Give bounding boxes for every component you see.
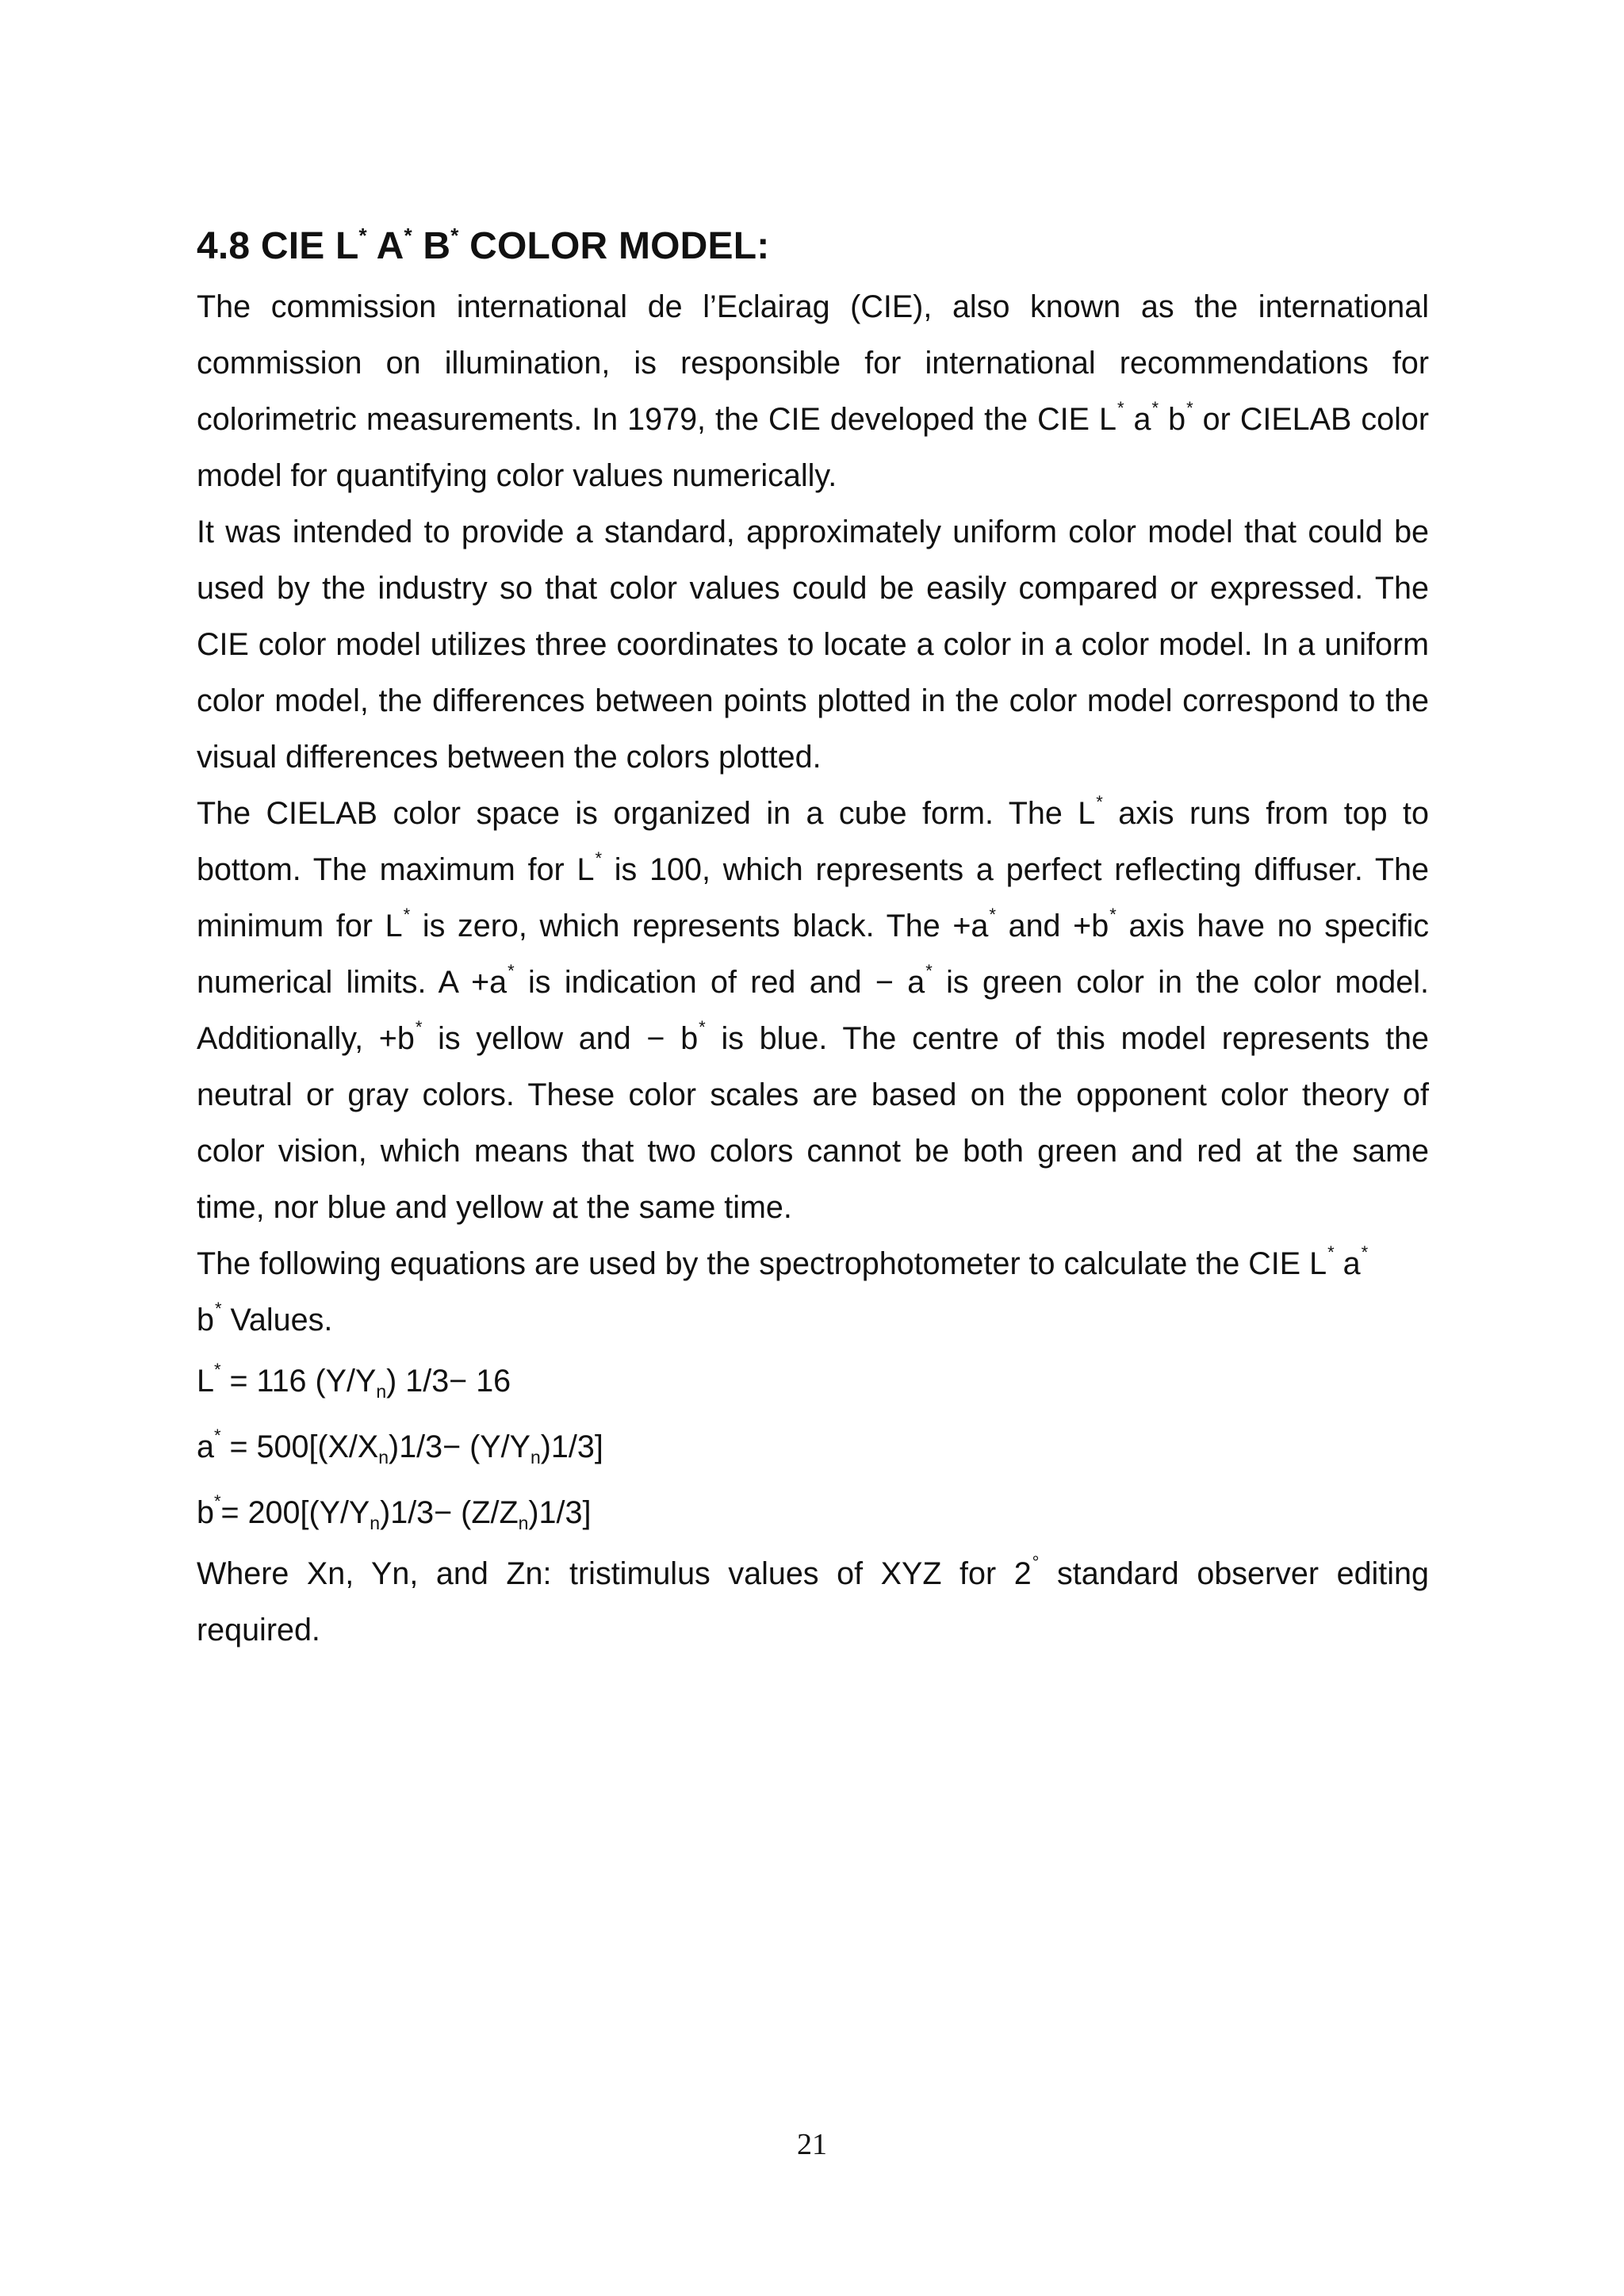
superscript-star: * — [1109, 904, 1116, 924]
paragraph-text: b — [197, 1302, 214, 1337]
equation-text: )1/3] — [528, 1494, 592, 1530]
paragraph-text: is indication of red and − a — [514, 964, 925, 1000]
superscript-star: * — [214, 1298, 222, 1318]
superscript-star: * — [989, 904, 996, 924]
superscript-star: * — [404, 224, 412, 247]
superscript-star: * — [213, 1359, 221, 1380]
document-body — [197, 224, 1429, 1659]
paragraph-text: is zero, which represents black. The +a — [410, 908, 989, 943]
paragraph-text: Values. — [221, 1302, 333, 1337]
superscript-star: * — [925, 960, 933, 981]
superscript-star: * — [403, 904, 411, 924]
paragraph-text: is blue. The centre of this model represents the neutral or gray colors. These color scales are based on the opponent color theory of color vision, which means that two colors cannot be both green and red at the same time, nor blue and yellow at the same time. — [197, 1020, 1429, 1225]
paragraph-text: and +b — [995, 908, 1109, 943]
paragraph-text: b — [1159, 401, 1186, 437]
heading-text: 4.8 CIE L — [197, 225, 359, 267]
superscript-star: * — [450, 224, 459, 247]
equation-b-star — [197, 1480, 1429, 1546]
equation-text: )1/3] — [540, 1429, 603, 1464]
superscript-star: * — [508, 960, 515, 981]
paragraph-equations-intro — [197, 1236, 1429, 1349]
superscript-star: * — [213, 1425, 221, 1445]
paragraph-text: or CIELAB color model for quantifying color values numerically. — [197, 401, 1429, 493]
equation-text: )1/3− (Z/Z — [380, 1494, 519, 1530]
paragraph-text: is 100, which represents a perfect reflecting diffuser. The minimum for L — [197, 851, 1429, 943]
equation-text: )1/3− (Y/Y — [389, 1429, 530, 1464]
equation-text: L — [197, 1363, 214, 1399]
superscript-star: * — [595, 848, 602, 868]
subscript-n: n — [376, 1380, 387, 1402]
section-heading — [197, 224, 1429, 270]
paragraph-text: axis have no specific numerical limits. A +a — [197, 908, 1429, 1000]
paragraph-text: Where Xn, Yn, and Zn: tristimulus values of XYZ for 2 — [197, 1556, 1032, 1591]
subscript-n: n — [370, 1512, 381, 1533]
equation-text: = 500[(X/X — [220, 1429, 379, 1464]
superscript-star: * — [358, 224, 367, 247]
subscript-n: n — [518, 1512, 529, 1533]
subscript-n: n — [530, 1446, 541, 1468]
heading-text: B — [412, 225, 451, 267]
paragraph-text: axis runs from top to bottom. The maximum for L — [197, 795, 1429, 887]
heading-text: A — [366, 225, 404, 267]
heading-text: COLOR MODEL: — [458, 225, 770, 267]
paragraph-text: The CIELAB color space is organized in a cube form. The L — [197, 795, 1096, 831]
superscript-star: * — [1186, 397, 1193, 418]
paragraph-text: is yellow and − b — [422, 1020, 699, 1056]
superscript-star: * — [213, 1490, 221, 1511]
equation-text: b — [197, 1494, 214, 1530]
superscript-star: * — [1096, 791, 1103, 812]
superscript-star: * — [1116, 397, 1124, 418]
paragraph-text: is green color in the color model. Additionally, +b — [197, 964, 1429, 1056]
superscript-star: * — [1361, 1242, 1369, 1262]
paragraph-text: standard observer editing required. — [197, 1556, 1429, 1647]
page-number: 21 — [797, 2128, 827, 2161]
paragraph-text: The commission international de l’Eclairag (CIE), also known as the international commission on illumination, is responsible for international recommendations for colorimetric measurements. In 1979, the CIE developed the CIE L — [197, 289, 1429, 437]
equation-l-star — [197, 1349, 1429, 1414]
degree-symbol: ° — [1032, 1552, 1040, 1572]
equation-text: = 200[(Y/Y — [220, 1494, 370, 1530]
equation-text: = 116 (Y/Y — [220, 1363, 377, 1399]
equation-text: a — [197, 1429, 214, 1464]
superscript-star: * — [699, 1016, 706, 1037]
equation-text: ) 1/3− 16 — [386, 1363, 511, 1399]
paragraph-text: a — [1124, 401, 1151, 437]
paragraph-text: The following equations are used by the spectrophotometer to calculate the CIE L — [197, 1246, 1327, 1281]
paragraph-intro — [197, 279, 1429, 504]
equation-a-star — [197, 1414, 1429, 1480]
superscript-star: * — [1151, 397, 1159, 418]
paragraph-cielab-space — [197, 786, 1429, 1236]
paragraph-purpose: It was intended to provide a standard, approximately uniform color model that could be used by the industry so that color values could be easily compared or expressed. The CIE color model utilizes three coordinates to locate a color in a color model. In a uniform color model, the differences between points plotted in the color model correspond to the visual differences between the colors plotted. — [197, 514, 1429, 775]
paragraph-text: a — [1334, 1246, 1361, 1281]
superscript-star: * — [1327, 1242, 1335, 1262]
subscript-n: n — [378, 1446, 389, 1468]
superscript-star: * — [415, 1016, 423, 1037]
paragraph-tristimulus — [197, 1546, 1429, 1659]
